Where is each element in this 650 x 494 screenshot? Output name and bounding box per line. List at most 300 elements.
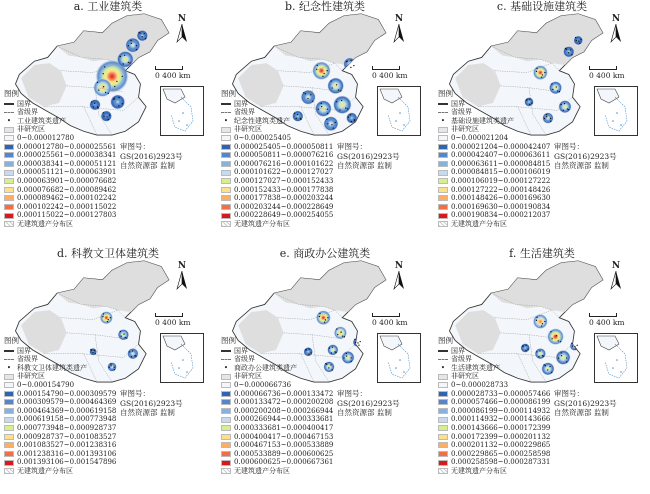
south-china-sea-inset — [377, 86, 421, 136]
heritage-point — [341, 100, 342, 101]
legend-density-class — [438, 151, 550, 160]
legend-density-class — [4, 211, 116, 220]
north-arrow — [174, 14, 190, 44]
legend — [438, 90, 550, 229]
inset-map-icon — [161, 334, 203, 382]
heritage-point — [344, 336, 345, 337]
legend-density-class — [4, 186, 116, 195]
heritage-point — [120, 331, 121, 332]
density-class-label: 0.000028733~0.000057466 — [451, 389, 551, 398]
heritage-point — [577, 345, 578, 346]
legend-nonstudy — [221, 372, 333, 381]
density-swatch — [4, 152, 14, 158]
map-panel — [434, 247, 650, 494]
legend-density-class — [4, 194, 116, 203]
density-hotspot — [100, 311, 113, 324]
legend-density-class — [221, 177, 333, 186]
legend-title: 图例 — [221, 89, 236, 98]
density-swatch — [221, 408, 231, 414]
density-class-label: 0.000201132~0.000229865 — [451, 441, 551, 450]
density-class-label: 0.000114932~0.000143666 — [451, 415, 551, 424]
north-arrow — [608, 14, 624, 44]
scale-bar-graphic — [155, 313, 183, 317]
density-class-label: 0.000086199~0.000114932 — [451, 406, 551, 415]
heritage-point — [564, 103, 565, 104]
heritage-point — [114, 86, 115, 87]
legend-nonstudy — [221, 125, 333, 134]
density-swatch — [4, 417, 14, 423]
legend-nonstudy — [438, 125, 550, 134]
heritage-point — [125, 337, 126, 338]
density-swatch — [438, 178, 448, 184]
heritage-point — [324, 322, 325, 323]
heritage-point — [348, 116, 349, 117]
north-arrow-icon — [393, 24, 405, 44]
legend-density-class — [221, 433, 333, 442]
legend-density-class — [4, 143, 116, 152]
legend-density-class — [438, 143, 550, 152]
heritage-point — [542, 74, 543, 75]
heritage-point — [345, 107, 346, 108]
approval-line1: 审图号： — [554, 389, 584, 398]
density-class-label: 0~0.000028733 — [451, 380, 509, 389]
legend-province-label: 省级界 — [234, 108, 255, 117]
scale-label: 0 400 km — [155, 71, 191, 80]
heritage-point — [332, 87, 333, 88]
legend-nonstudy-label: 非研究区 — [234, 372, 262, 381]
heritage-point — [337, 334, 338, 335]
density-hotspot — [312, 61, 331, 80]
legend-title: 图例 — [4, 89, 19, 98]
inset-map-icon — [378, 334, 420, 382]
density-class-label: 0.001238316~0.001393106 — [17, 449, 117, 458]
density-hotspot — [118, 329, 129, 340]
density-class-label: 0.000115022~0.000127803 — [17, 211, 117, 220]
density-class-label: 0.000229865~0.000258598 — [451, 449, 551, 458]
north-arrow — [391, 261, 407, 291]
legend-density-class — [4, 160, 116, 169]
legend-density-class — [438, 407, 550, 416]
legend-nodata — [4, 220, 116, 229]
density-swatch — [4, 399, 14, 405]
density-class-label: 0.000400417~0.000467153 — [234, 432, 334, 441]
heritage-point — [122, 76, 123, 77]
legend-country-label: 国界 — [451, 346, 465, 355]
scale-bar-graphic — [372, 66, 400, 70]
density-swatch — [438, 434, 448, 440]
density-swatch — [221, 195, 231, 201]
density-class-label: 0.000133472~0.000200208 — [234, 398, 334, 407]
south-china-sea-inset — [594, 86, 638, 136]
approval-line2: GS(2016)2923号 — [120, 398, 183, 408]
nodata-swatch — [4, 468, 14, 474]
heritage-point — [355, 342, 356, 343]
legend-country — [438, 347, 550, 356]
density-hotspot — [127, 348, 138, 359]
density-hotspot — [558, 100, 571, 113]
map-panel — [434, 0, 650, 247]
nodata-swatch — [438, 468, 448, 474]
point-icon: • — [6, 116, 12, 125]
heritage-point — [551, 338, 552, 339]
density-class-label: 0.000066736~0.000133472 — [234, 389, 334, 398]
map-panel — [0, 247, 216, 494]
heritage-point — [335, 122, 336, 123]
legend-density-class — [221, 186, 333, 195]
density-class-label: 0.000600625~0.000667361 — [234, 458, 334, 467]
heritage-point — [550, 331, 551, 332]
density-class-label: 0.000619158~0.000773948 — [17, 415, 117, 424]
legend-point-label: 纪念性建筑类遗产 — [234, 116, 290, 125]
density-hotspot — [533, 65, 548, 80]
density-swatch — [438, 161, 448, 167]
density-swatch — [4, 425, 14, 431]
point-icon: • — [223, 116, 229, 125]
scale-bar-graphic — [589, 313, 617, 317]
scale-bar — [589, 66, 625, 80]
legend-point-label: 商政办公建筑类遗产 — [234, 363, 297, 372]
density-swatch — [221, 382, 231, 388]
country-line-icon — [221, 350, 231, 352]
heritage-point — [118, 97, 119, 98]
density-class-label: 0.000038341~0.000051121 — [17, 159, 117, 168]
density-swatch — [4, 451, 14, 457]
legend — [221, 337, 333, 476]
approval-line3: 自然资源部 监制 — [554, 161, 609, 170]
density-class-label: 0~0.000012780 — [17, 133, 75, 142]
scale-bar — [155, 66, 191, 80]
legend-nonstudy-label: 非研究区 — [451, 125, 479, 134]
legend-point-label: 工业建筑类遗产 — [17, 116, 66, 125]
density-class-label: 0.000127222~0.000148426 — [451, 185, 551, 194]
density-class-label: 0.000012780~0.000025561 — [17, 142, 117, 151]
map-panel — [0, 0, 216, 247]
heritage-point — [144, 33, 145, 34]
legend-province-label: 省级界 — [451, 355, 472, 364]
density-swatch — [4, 187, 14, 193]
map-panel — [217, 0, 433, 247]
legend-density-class — [438, 424, 550, 433]
heritage-point — [319, 313, 320, 314]
heritage-point — [556, 335, 557, 336]
legend-nodata — [438, 220, 550, 229]
density-class-label: 0.000228649~0.000254055 — [234, 211, 334, 220]
province-line-icon — [4, 112, 14, 113]
legend — [438, 337, 550, 476]
legend-density-class — [221, 151, 333, 160]
density-swatch — [438, 451, 448, 457]
legend-title: 图例 — [221, 336, 236, 345]
legend-nodata — [438, 467, 550, 476]
legend-density-class — [4, 458, 116, 467]
legend-density-class — [438, 381, 550, 390]
density-class-label: 0.000076216~0.000101622 — [234, 159, 334, 168]
density-swatch — [438, 460, 448, 466]
density-class-label: 0.000076682~0.000089462 — [17, 185, 117, 194]
legend-density-class — [4, 381, 116, 390]
nodata-swatch — [4, 221, 14, 227]
approval-line2: GS(2016)2923号 — [554, 151, 617, 161]
density-swatch — [221, 417, 231, 423]
legend-density-class — [221, 458, 333, 467]
heritage-point — [334, 351, 335, 352]
heritage-point — [558, 357, 559, 358]
density-swatch — [221, 178, 231, 184]
heritage-point — [565, 48, 566, 49]
legend-density-class — [4, 407, 116, 416]
legend-density-class — [438, 186, 550, 195]
map-panel — [217, 247, 433, 494]
legend-density-class — [4, 415, 116, 424]
heritage-point — [360, 341, 361, 342]
density-swatch — [438, 144, 448, 150]
density-class-label: 0.000172399~0.000201132 — [451, 432, 551, 441]
legend-country-label: 国界 — [17, 346, 31, 355]
heritage-point — [316, 69, 317, 70]
density-class-label: 0.000143666~0.000172399 — [451, 423, 551, 432]
heritage-point — [351, 121, 352, 122]
legend-country-label: 国界 — [234, 99, 248, 108]
point-icon: • — [6, 363, 12, 372]
density-class-label: 0.000533889~0.000600625 — [234, 449, 334, 458]
legend-density-class — [4, 424, 116, 433]
legend-density-class — [221, 203, 333, 212]
heritage-point — [536, 320, 537, 321]
legend-country — [4, 100, 116, 109]
legend-nonstudy-label: 非研究区 — [451, 372, 479, 381]
scale-bar — [372, 313, 408, 327]
density-hotspot — [533, 314, 548, 329]
density-swatch — [221, 442, 231, 448]
country-line-icon — [4, 350, 14, 352]
legend-density-class — [221, 194, 333, 203]
province-line-icon — [221, 359, 231, 360]
legend-country-label: 国界 — [451, 99, 465, 108]
density-class-label: 0.000057466~0.000086199 — [451, 398, 551, 407]
inset-map-icon — [595, 87, 637, 135]
north-arrow-icon — [176, 24, 188, 44]
heritage-point — [134, 355, 135, 356]
density-hotspot — [556, 350, 571, 365]
heritage-point — [574, 346, 575, 347]
density-class-label: 0.000063901~0.000076682 — [17, 176, 117, 185]
nonstudy-swatch — [221, 127, 231, 133]
legend-province-label: 省级界 — [17, 108, 38, 117]
heritage-point — [104, 66, 105, 67]
heritage-point — [330, 80, 331, 81]
nonstudy-swatch — [438, 374, 448, 380]
heritage-point — [551, 83, 552, 84]
heritage-point — [107, 321, 108, 322]
heritage-point — [568, 52, 569, 53]
density-class-label: 0.000203244~0.000228649 — [234, 202, 334, 211]
heritage-point — [340, 90, 341, 91]
density-swatch — [4, 434, 14, 440]
density-swatch — [221, 144, 231, 150]
density-swatch — [438, 195, 448, 201]
density-swatch — [4, 195, 14, 201]
heritage-point — [563, 110, 564, 111]
panel-title: e. 商政办公建筑类 — [279, 247, 371, 260]
legend-country — [438, 100, 550, 109]
density-class-label: 0.000169630~0.000190834 — [451, 202, 551, 211]
heritage-point — [336, 101, 337, 102]
heritage-point — [138, 32, 139, 33]
heritage-point — [541, 325, 542, 326]
legend-density-class — [221, 450, 333, 459]
density-swatch — [221, 399, 231, 405]
density-class-label: 0.000106019~0.000127222 — [451, 176, 551, 185]
heritage-point — [339, 109, 340, 110]
heritage-point — [566, 361, 567, 362]
heritage-point — [346, 61, 347, 62]
heritage-point — [571, 54, 572, 55]
density-swatch — [438, 213, 448, 219]
density-hotspot — [334, 326, 347, 339]
heritage-point — [97, 82, 98, 83]
density-swatch — [4, 204, 14, 210]
density-hotspot — [573, 36, 582, 45]
legend-density-class — [438, 433, 550, 442]
heritage-point — [340, 331, 341, 332]
legend-density-class — [221, 143, 333, 152]
density-class-label: 0.001393106~0.001547896 — [17, 458, 117, 467]
heritage-point — [576, 40, 577, 41]
legend — [4, 90, 116, 229]
heritage-point — [354, 339, 355, 340]
density-swatch — [438, 170, 448, 176]
nonstudy-swatch — [4, 127, 14, 133]
heritage-point — [541, 76, 542, 77]
heritage-point — [110, 317, 111, 318]
heritage-point — [319, 316, 320, 317]
legend-density-class — [438, 450, 550, 459]
heritage-point — [561, 355, 562, 356]
legend-density-class — [4, 450, 116, 459]
density-swatch — [221, 213, 231, 219]
heritage-point — [116, 81, 117, 82]
density-swatch — [438, 135, 448, 141]
heritage-point — [571, 343, 572, 344]
density-swatch — [221, 161, 231, 167]
north-arrow-icon — [176, 271, 188, 291]
legend-nodata — [221, 467, 333, 476]
legend-province — [221, 108, 333, 117]
density-swatch — [221, 135, 231, 141]
density-hotspot — [343, 57, 356, 70]
density-class-label: 0.000148426~0.000169630 — [451, 194, 551, 203]
north-arrow-icon — [610, 24, 622, 44]
scale-bar-graphic — [155, 66, 183, 70]
legend-density-class — [438, 458, 550, 467]
density-hotspot — [549, 81, 562, 94]
legend-province — [438, 355, 550, 364]
nonstudy-swatch — [4, 374, 14, 380]
panel-title: a. 工业建筑类 — [73, 0, 143, 13]
legend-density-class — [438, 134, 550, 143]
density-hotspot — [137, 30, 148, 41]
approval-line2: GS(2016)2923号 — [120, 151, 183, 161]
heritage-point — [141, 36, 142, 37]
heritage-point — [570, 49, 571, 50]
density-hotspot — [563, 46, 574, 57]
density-swatch — [4, 161, 14, 167]
density-swatch — [221, 204, 231, 210]
heritage-point — [572, 346, 573, 347]
legend-point-label: 科教文卫体建筑类遗产 — [17, 363, 87, 372]
scale-label: 0 400 km — [372, 318, 408, 327]
density-swatch — [438, 442, 448, 448]
map-approval-note — [337, 142, 400, 171]
density-swatch — [438, 391, 448, 397]
approval-line1: 审图号： — [554, 142, 584, 151]
legend-nonstudy — [4, 125, 116, 134]
legend-title: 图例 — [4, 336, 19, 345]
legend-density-class — [4, 151, 116, 160]
legend — [221, 90, 333, 229]
heritage-point — [123, 333, 124, 334]
scale-bar — [589, 313, 625, 327]
legend-country — [221, 100, 333, 109]
heritage-point — [536, 317, 537, 318]
density-hotspot — [341, 351, 354, 364]
density-class-label: 0.000154790~0.000309579 — [17, 389, 117, 398]
country-line-icon — [4, 103, 14, 105]
density-class-label: 0.000333681~0.000400417 — [234, 423, 334, 432]
north-label: N — [177, 14, 187, 24]
legend-province-label: 省级界 — [17, 355, 38, 364]
heritage-point — [552, 89, 553, 90]
legend-point-label: 生活建筑类遗产 — [451, 363, 500, 372]
province-line-icon — [438, 359, 448, 360]
legend-density-class — [4, 390, 116, 399]
heritage-point — [580, 39, 581, 40]
heritage-point — [350, 114, 351, 115]
scale-label: 0 400 km — [589, 71, 625, 80]
heritage-point — [358, 344, 359, 345]
density-class-label: 0.000127027~0.000152433 — [234, 176, 334, 185]
scale-label: 0 400 km — [155, 318, 191, 327]
heritage-point — [317, 65, 318, 66]
legend-nonstudy — [4, 372, 116, 381]
legend-density-class — [221, 441, 333, 450]
heritage-point — [325, 319, 326, 320]
density-swatch — [4, 460, 14, 466]
approval-line3: 自然资源部 监制 — [120, 161, 175, 170]
scale-bar — [155, 313, 191, 327]
heritage-point — [123, 63, 124, 64]
heritage-point — [559, 91, 560, 92]
density-class-label: 0.000467153~0.000533889 — [234, 441, 334, 450]
inset-map-icon — [595, 334, 637, 382]
scale-label: 0 400 km — [372, 71, 408, 80]
country-line-icon — [221, 103, 231, 105]
density-swatch — [438, 204, 448, 210]
heritage-point — [544, 321, 545, 322]
heritage-point — [145, 38, 146, 39]
heritage-point — [129, 62, 130, 63]
legend-density-class — [221, 398, 333, 407]
density-swatch — [221, 170, 231, 176]
legend-nonstudy-label: 非研究区 — [17, 372, 45, 381]
density-swatch — [221, 434, 231, 440]
heritage-point — [103, 73, 104, 74]
north-label: N — [611, 261, 621, 271]
density-swatch — [438, 417, 448, 423]
approval-line3: 自然资源部 监制 — [337, 161, 392, 170]
approval-line1: 审图号： — [337, 142, 367, 151]
density-swatch — [221, 460, 231, 466]
